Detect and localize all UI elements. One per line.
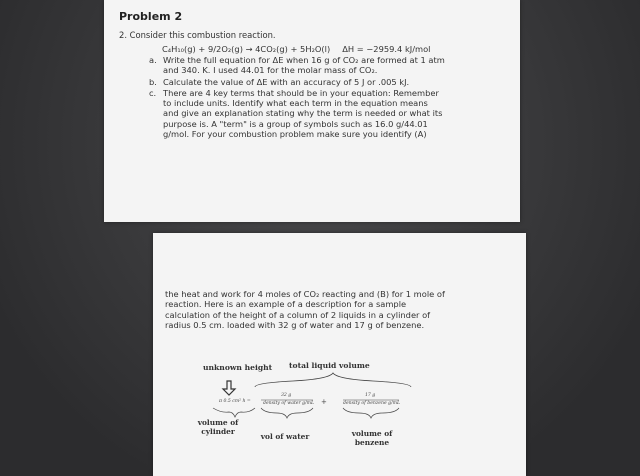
part-b-letter: b.	[149, 77, 157, 87]
benzene-brace	[343, 408, 399, 418]
part-a-letter: a.	[149, 55, 157, 65]
water-brace	[261, 408, 313, 418]
water-mass-term: 32 g	[281, 393, 292, 398]
worksheet-page-top	[104, 0, 520, 222]
problem-title: Problem 2	[119, 10, 183, 23]
part-c-text: There are 4 key terms that should be in your equation: Remember to include units. Identify what each term in the equation means and give an explanation stating why the term is needed or what its purpose is. A "term" is a group of symbols such as 16.0 g/44.01 g/mol. For your combustion problem make sure you identify (A)	[163, 88, 443, 139]
cylinder-term: π 0.5 cm² h =	[219, 399, 251, 404]
equation-text: C₄H₁₀(g) + 9/2O₂(g) → 4CO₂(g) + 5H₂O(l)	[162, 44, 331, 54]
part-a-text: Write the full equation for ΔE when 16 g of CO₂ are formed at 1 atm and 340. K. I used 44.01 for the molar mass of CO₂.	[163, 55, 445, 76]
diagram-lines	[193, 363, 493, 473]
reaction-equation	[162, 44, 430, 54]
worksheet-page-bottom	[153, 233, 526, 476]
part-c-letter: c.	[149, 88, 157, 98]
sample-calculation-diagram	[193, 363, 493, 473]
continuation-text: the heat and work for 4 moles of CO₂ reacting and (B) for 1 mole of reaction. Here is an example of a description for a sample calculation of the height of a column of 2 liquids in a cylinder of radius 0.5 cm. loaded with 32 g of water and 17 g of benzene.	[165, 289, 445, 331]
plus-sign: +	[321, 398, 327, 406]
enthalpy-value: ΔH = −2959.4 kJ/mol	[342, 44, 431, 54]
water-density-term: density of water g/mL	[263, 401, 315, 406]
down-arrow-icon	[223, 381, 235, 395]
total-volume-brace	[255, 373, 411, 387]
volume-of-benzene-label: volume of benzene	[351, 429, 393, 447]
benzene-mass-term: 17 g	[365, 393, 376, 398]
volume-of-cylinder-label: volume of cylinder	[197, 418, 239, 436]
total-liquid-volume-label: total liquid volume	[289, 361, 370, 370]
question-intro: 2. Consider this combustion reaction.	[119, 30, 276, 40]
benzene-density-term: density of benzene g/mL	[343, 401, 401, 406]
vol-of-water-label: vol of water	[260, 432, 310, 441]
cylinder-brace	[213, 408, 255, 417]
unknown-height-label: unknown height	[203, 363, 273, 372]
part-b-text: Calculate the value of ΔE with an accuracy of 5 J or .005 kJ.	[163, 77, 410, 87]
